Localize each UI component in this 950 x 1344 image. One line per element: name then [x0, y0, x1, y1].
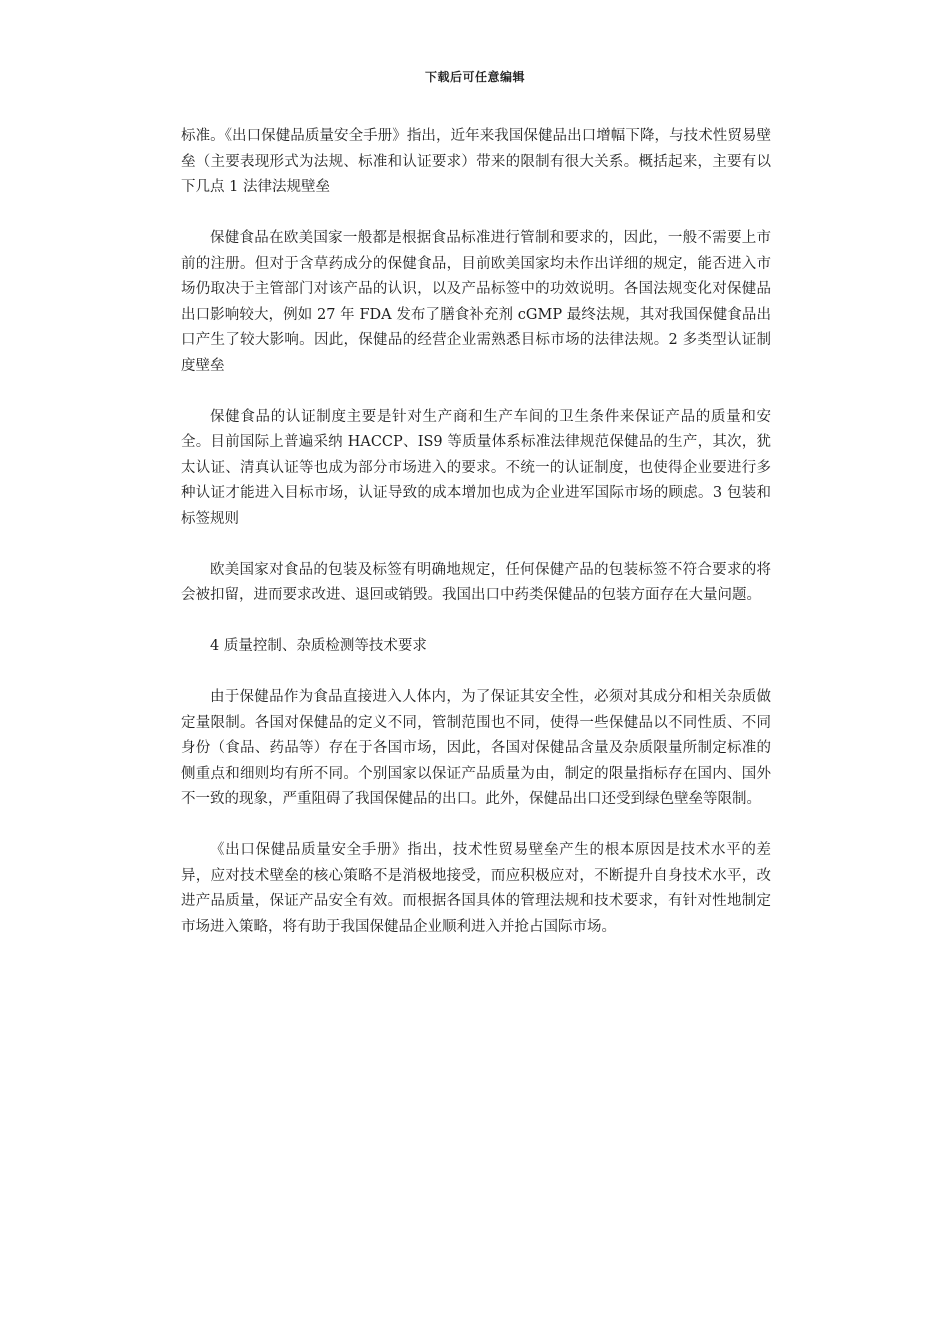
paragraph: 由于保健品作为食品直接进入人体内，为了保证其安全性，必须对其成分和相关杂质做定量限制。各国对保健品的定义不同，管制范围也不同，使得一些保健品以不同性质、不同身份（食品、药品等）存在于各国市场，因此，各国对保健品含量及杂质限量所制定标准的侧重点和细则均有所不同。个别国家以保证产品质量为由，制定的限量指标存在国内、国外不一致的现象，严重阻碍了我国保健品的出口。此外，保健品出口还受到绿色壁垒等限制。	[181, 689, 771, 807]
paragraph: 保健食品在欧美国家一般都是根据食品标准进行管制和要求的，因此，一般不需要上市前的注册。但对于含草药成分的保健食品，目前欧美国家均未作出详细的规定，能否进入市场仍取决于主管部门对该产品的认识，以及产品标签中的功效说明。各国法规变化对保健品出口影响较大，例如 27 年 FDA 发布了膳食补充剂 cGMP 最终法规，其对我国保健食品出口产生了较大影响。因此，保健品的经营企业需熟悉目标市场的法律法规。2 多类型认证制度壁垒	[181, 230, 771, 374]
paragraph: 保健食品的认证制度主要是针对生产商和生产车间的卫生条件来保证产品的质量和安全。目前国际上普遍采纳 HACCP、IS9 等质量体系标准法律规范保健品的生产，其次，犹太认证、清真认证等也成为部分市场进入的要求。不统一的认证制度，也使得企业要进行多种认证才能进入目标市场，认证导致的成本增加也成为企业进军国际市场的顾虑。3 包装和标签规则	[181, 408, 771, 527]
section-heading: 4 质量控制、杂质检测等技术要求	[210, 638, 427, 654]
paragraph: 《出口保健品质量安全手册》指出，技术性贸易壁垒产生的根本原因是技术水平的差异，应对技术壁垒的核心策略不是消极地接受，而应积极应对，不断提升自身技术水平，改进产品质量，保证产品安全有效。而根据各国具体的管理法规和技术要求，有针对性地制定市场进入策略，将有助于我国保健品企业顺利进入并抢占国际市场。	[181, 842, 771, 935]
paragraph: 标准。《出口保健品质量安全手册》指出，近年来我国保健品出口增幅下降，与技术性贸易壁垒（主要表现形式为法规、标准和认证要求）带来的限制有很大关系。概括起来，主要有以下几点 1 法律法规壁垒	[181, 128, 771, 195]
document-body	[181, 124, 771, 966]
paragraph: 欧美国家对食品的包装及标签有明确地规定，任何保健产品的包装标签不符合要求的将会被扣留，进而要求改进、退回或销毁。我国出口中药类保健品的包装方面存在大量问题。	[181, 561, 771, 603]
page-header: 下载后可任意编辑	[424, 70, 525, 84]
